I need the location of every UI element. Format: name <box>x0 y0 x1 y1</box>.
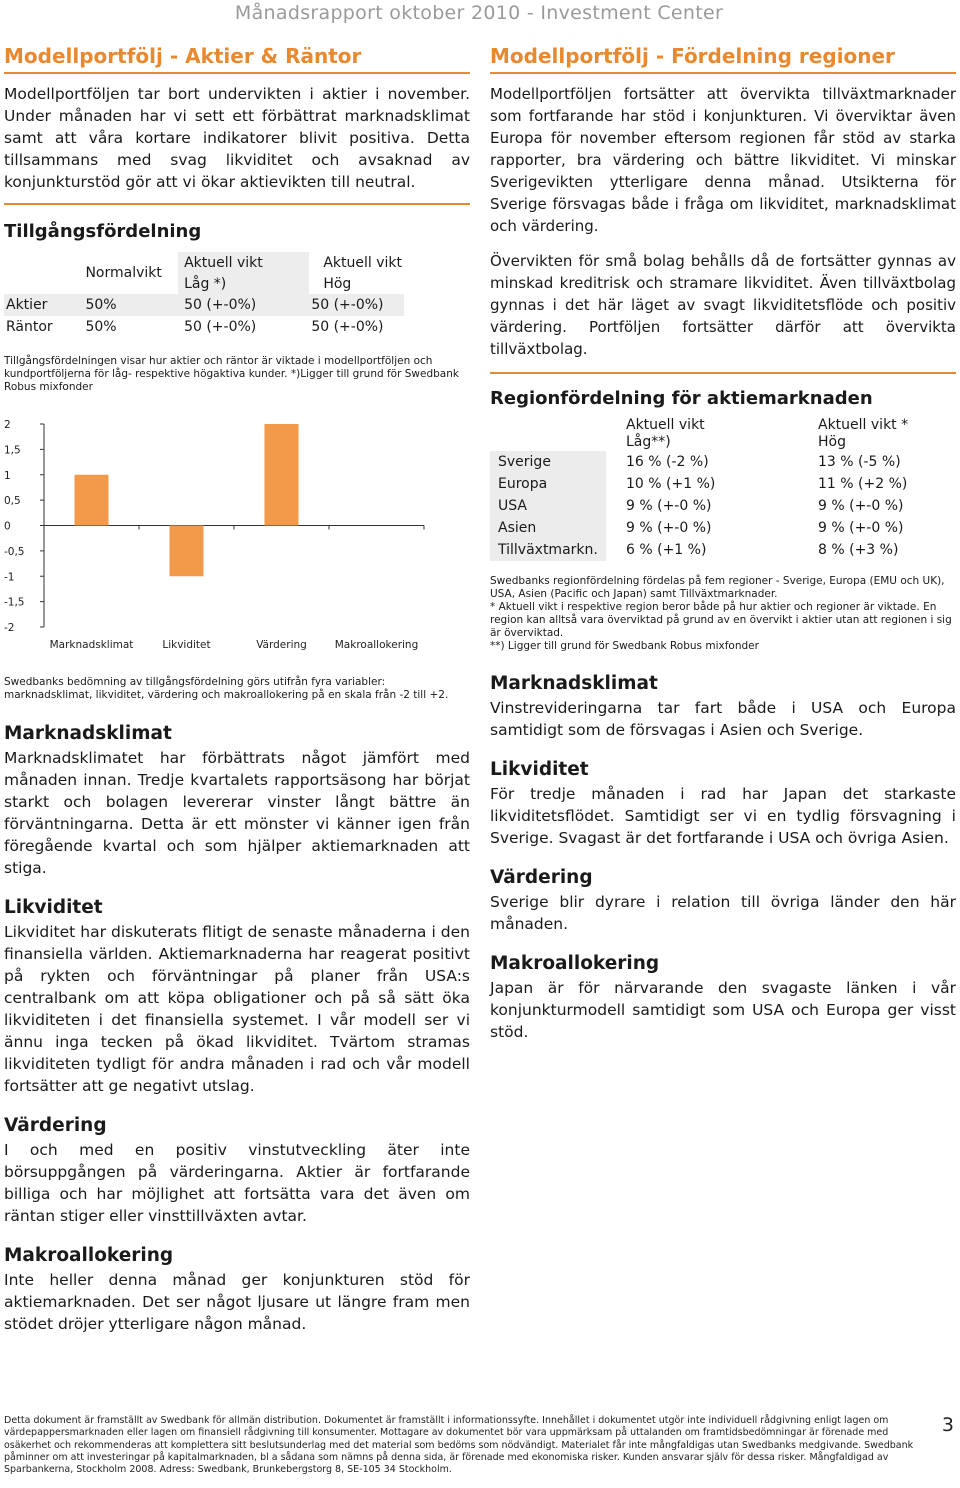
y-tick-label: -1 <box>4 571 15 584</box>
region-paragraph-2: Övervikten för små bolag behålls då de fortsätter gynnas av minskad kreditrisk och stramare likviditet. Även tillväxtbolag gynnas i det här läget av svagt likviditetsflöde och positiv värdering. Portföljen fortsätter därför att övervikta tillväxtbolag. <box>490 252 956 358</box>
x-category-label: Värdering <box>256 639 307 651</box>
table-row <box>490 473 956 495</box>
chart-caption: Swedbanks bedömning av tillgångsfördelning görs utifrån fyra variabler: marknadsklimat, likviditet, värdering och makroallokering på en skala från -2 till +2. <box>4 676 449 701</box>
text-marknadsklimat-right: Vinstrevideringarna tar fart både i USA och Europa samtidigt som de försvagas i Asien och Sverige. <box>490 699 956 739</box>
text-likviditet: Likviditet har diskuterats flitigt de senaste månaderna i den finansiella världen. Aktiemarknaderna har reagerat positivt på rykten och förväntningar på planer från USA:s centralbank om att köpa obligationer och på så sätt öka likviditeten i det finansiella systemet. I vår modell ser vi ännu inga tecken på ökad likviditet. Tvärtom stramas likviditeten tydligt för andra månaden i rad och vår modell fortsätter att ge negativt utslag. <box>4 923 470 1095</box>
allocation-chart-svg <box>4 414 470 664</box>
text-makroallokering-right: Japan är för närvarande den svagaste länken i vår konjunkturmodell samtidigt som USA och Europa ger visst stöd. <box>490 979 956 1041</box>
heading-likviditet-right: Likviditet <box>490 759 589 780</box>
region-low: 6 % (+1 %) <box>626 542 707 558</box>
section-title-aktier-rantor: Modellportfölj - Aktier & Räntor <box>4 44 470 74</box>
row-normal: 50% <box>85 297 117 313</box>
region-low: 10 % (+1 %) <box>626 476 716 492</box>
region-header-low-2: Låg**) <box>626 434 671 450</box>
text-vardering: I och med en positiv vinstutveckling äter inte börsuppgången på värderingarna. Aktier är fortfarande billiga och har möjlighet att fortsätta vara det även om räntan stiger eller vinsttillväxten avtar. <box>4 1141 470 1225</box>
row-low: 50 (+-0%) <box>184 319 257 335</box>
heading-vardering-right: Värdering <box>490 867 593 888</box>
region-high: 11 % (+2 %) <box>818 476 908 492</box>
region-header-high <box>794 417 956 451</box>
table-row <box>4 294 404 316</box>
region-note: **) Ligger till grund för Swedbank Robus mixfonder <box>490 640 759 652</box>
region-high: 9 % (+-0 %) <box>818 520 904 536</box>
alloc-header-row <box>4 252 404 273</box>
y-tick-label: 0 <box>4 520 11 533</box>
bar-marknadsklimat <box>75 475 109 526</box>
bar-värdering <box>265 424 299 526</box>
row-high: 50 (+-0%) <box>311 319 384 335</box>
x-category-label: Likviditet <box>162 639 211 651</box>
region-header-low <box>606 417 794 451</box>
y-tick-label: 1 <box>4 469 11 482</box>
bar-likviditet <box>170 526 204 577</box>
region-label: Sverige <box>490 451 606 473</box>
y-tick-label: -2 <box>4 622 15 634</box>
heading-makroallokering: Makroallokering <box>4 1245 174 1266</box>
region-label: USA <box>490 495 606 517</box>
heading-marknadsklimat: Marknadsklimat <box>4 723 172 744</box>
region-low: 16 % (-2 %) <box>626 454 709 470</box>
region-low: 9 % (+-0 %) <box>626 520 712 536</box>
heading-likviditet: Likviditet <box>4 897 103 918</box>
region-notes <box>490 575 956 653</box>
alloc-header-high-1: Aktuell vikt <box>323 254 402 271</box>
region-label: Asien <box>490 517 606 539</box>
region-title: Regionfördelning för aktiemarknaden <box>490 388 873 409</box>
row-low: 50 (+-0%) <box>184 297 257 313</box>
y-tick-label: -1,5 <box>4 596 25 609</box>
y-tick-label: 1,5 <box>4 444 21 457</box>
table-row <box>490 539 956 561</box>
allocation-table <box>4 252 404 338</box>
y-tick-label: 2 <box>4 419 11 431</box>
row-normal: 50% <box>85 319 117 335</box>
table-row <box>4 316 404 338</box>
row-label: Räntor <box>6 319 53 335</box>
divider <box>490 372 956 374</box>
alloc-note: Tillgångsfördelningen visar hur aktier och räntor är viktade i modellportföljen och kundportföljerna för låg- respektive högaktiva kunder. *)Ligger till grund för Swedbank Robus mixfonder <box>4 355 459 393</box>
region-low: 9 % (+-0 %) <box>626 498 712 514</box>
heading-vardering: Värdering <box>4 1115 107 1136</box>
text-likviditet-right: För tredje månaden i rad har Japan det starkaste likviditetsflödet. Samtidigt ser vi en tydlig försvagning i Sverige. Svagast är det fortfarande i USA och övriga Asien. <box>490 785 956 847</box>
y-tick-label: -0,5 <box>4 545 25 558</box>
text-vardering-right: Sverige blir dyrare i relation till övriga länder den här månaden. <box>490 893 956 933</box>
text-marknadsklimat: Marknadsklimatet har förbättrats något jämfört med månaden innan. Tredje kvartalets rapportsäsong har börjat starkt och bolagen levererar vinster långt bättre än förväntningarna. Detta är ett mönster vi känner igen från föregående kvartal och som hjälper aktiemarknaden att stiga. <box>4 749 470 877</box>
region-note: * Aktuell vikt i respektive region beror både på hur aktier och regioner är viktade. En region kan alltså vara överviktad på grund av en övervikt i aktier utan att regionen i sig är överviktad. <box>490 601 952 639</box>
region-header-low-1: Aktuell vikt <box>626 417 705 433</box>
region-high: 9 % (+-0 %) <box>818 498 904 514</box>
row-high: 50 (+-0%) <box>311 297 384 313</box>
x-category-label: Marknadsklimat <box>49 639 134 651</box>
region-paragraph-1: Modellportföljen fortsätter att övervikta tillväxtmarknader som fortfarande har stöd i konjunkturen. Vi överviktar även Europa för november eftersom regionen får stöd av starka rapporter, bra värdering och bättre likviditet. Vi minskar Sverigevikten ytterligare denna månad. Utsikterna för Sverige försvagas både i fråga om likviditet, marknadsklimat och värdering. <box>490 85 956 235</box>
alloc-header-low-1: Aktuell vikt <box>178 252 309 273</box>
page-number: 3 <box>941 1414 954 1436</box>
table-row <box>490 495 956 517</box>
divider <box>4 203 470 205</box>
region-header-high-1: Aktuell vikt * <box>818 417 909 433</box>
legal-footer: Detta dokument är framställt av Swedbank för allmän distribution. Dokumentet är framställt i informationssyfte. Innehållet i dokumentet utgör inte individuell rådgivning enligt lagen om värdepappersmarknaden eller lagen om finansiell rådgivning till konsumenter. Mottagare av dokumentet bör vara uppmärksam på uttalanden om framtidsbedömningar är förenade med osäkerhet och rekommenderas att komplettera sitt beslutsunderlag med det material som bedöms som nödvändigt. Materialet får inte mångfaldigas utan Swedbanks medgivande. Swedbank påminner om att investeringar på kapitalmarknaden, bl a sådana som nämns på denna sida, är förenade med ekonomiska risker. Kunden ansvarar själv för dessa risker. Mångfaldigad av Sparbankerna, Stockholm 2008. Adress: Swedbank, Brunkebergstorg 8, SE-105 34 Stockholm. <box>4 1415 914 1476</box>
report-header: Månadsrapport oktober 2010 - Investment Center <box>234 2 724 24</box>
right-column <box>490 44 956 1043</box>
section-title-regioner: Modellportfölj - Fördelning regioner <box>490 44 956 74</box>
region-label: Tillväxtmarkn. <box>490 539 606 561</box>
region-table <box>490 417 956 561</box>
alloc-header-low-2: Låg *) <box>178 273 309 294</box>
text-makroallokering: Inte heller denna månad ger konjunkturen stöd för aktiemarknaden. Det ser något ljusare ut längre fram men stödet dröjer ytterligare någon månad. <box>4 1271 470 1333</box>
alloc-header-high-2: Hög <box>323 275 352 292</box>
table-row <box>490 517 956 539</box>
region-high: 13 % (-5 %) <box>818 454 901 470</box>
row-label: Aktier <box>6 297 48 313</box>
region-header-high-2: Hög <box>818 434 846 450</box>
region-label: Europa <box>490 473 606 495</box>
region-header-row <box>490 417 956 451</box>
region-high: 8 % (+3 %) <box>818 542 899 558</box>
allocation-chart <box>4 414 470 664</box>
left-column <box>4 44 470 1335</box>
x-category-label: Makroallokering <box>334 639 419 651</box>
alloc-title: Tillgångsfördelning <box>4 221 202 242</box>
heading-marknadsklimat-right: Marknadsklimat <box>490 673 658 694</box>
intro-paragraph: Modellportföljen tar bort undervikten i aktier i november. Under månaden har vi sett ett förbättrat marknadsklimat samt att våra kortare indikatorer blivit positiva. Detta tillsammans med svag likviditet och avsaknad av konjunkturstöd gör att vi ökar aktievikten till neutral. <box>4 85 470 191</box>
heading-makroallokering-right: Makroallokering <box>490 953 660 974</box>
alloc-header-normal: Normalvikt <box>85 265 162 281</box>
region-note: Swedbanks regionfördelning fördelas på fem regioner - Sverige, Europa (EMU och UK), USA, Asien (Pacific och Japan) samt Tillväxtmarknader. <box>490 575 945 600</box>
y-tick-label: 0,5 <box>4 495 21 508</box>
table-row <box>490 451 956 473</box>
